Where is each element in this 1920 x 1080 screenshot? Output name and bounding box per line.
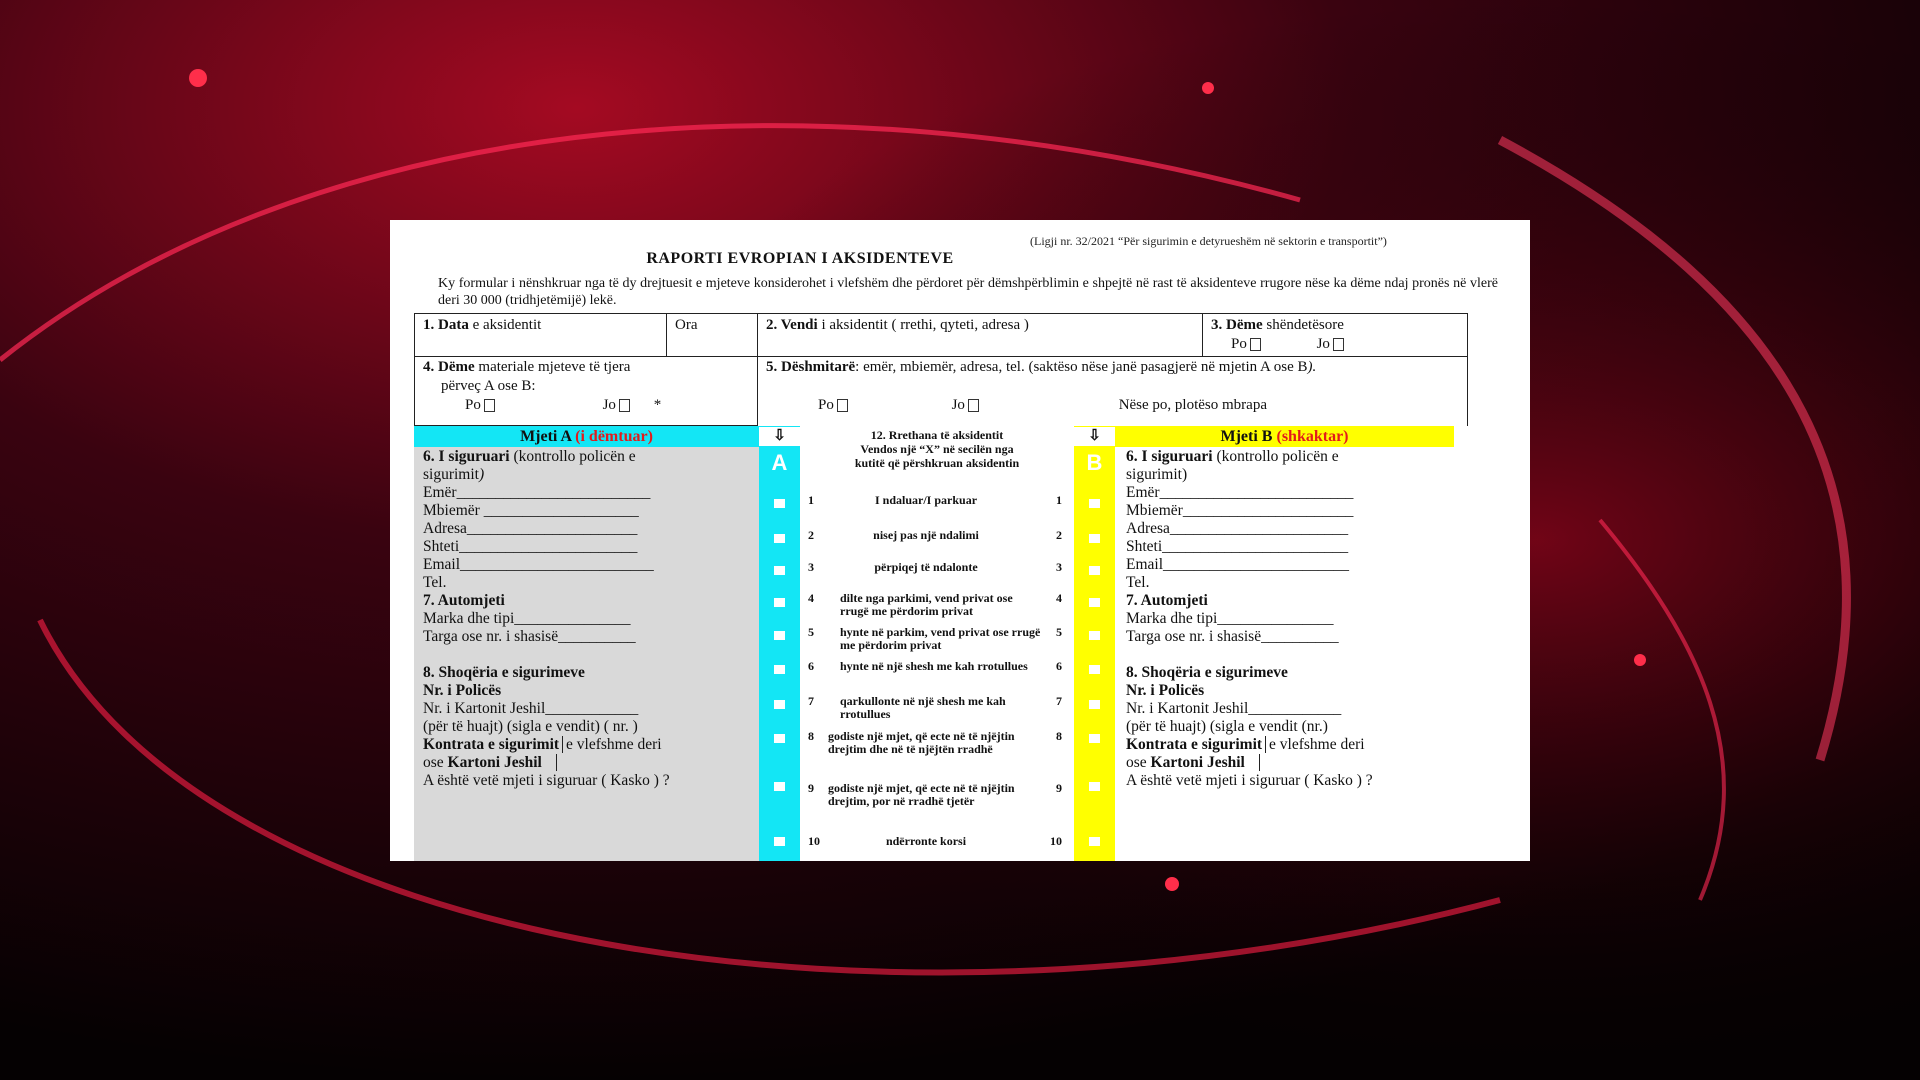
a-email-field[interactable]: Email_________________________ <box>423 556 654 573</box>
b-green-card-line: ose Kartoni Jeshil <box>1126 754 1260 772</box>
b-country-field[interactable]: Shteti________________________ <box>1126 538 1349 555</box>
b-insured-heading: 6. I siguruari (kontrollo policën e <box>1126 448 1339 465</box>
damage-yes-checkbox[interactable] <box>484 399 495 412</box>
a-make-model-field[interactable]: Marka dhe tipi_______________ <box>423 610 631 627</box>
circumstance-item: 5 5 hynte në parkim, vend privat ose rrugë me përdorim privat <box>808 625 1062 652</box>
b-insured-heading-2: sigurimit) <box>1126 466 1188 483</box>
a-checkbox-10[interactable] <box>774 837 785 846</box>
witnesses-no-checkbox[interactable] <box>968 399 979 412</box>
a-insurer-heading: 8. Shoqëria e sigurimeve <box>423 664 585 681</box>
b-policy-number-label: Nr. i Policës <box>1126 682 1205 699</box>
a-vehicle-heading: 7. Automjeti <box>423 592 505 609</box>
a-checkbox-7[interactable] <box>774 700 785 709</box>
field-location[interactable]: 2. Vendi i aksidentit ( rrethi, qyteti, adresa ) <box>757 313 1203 357</box>
circumstances-instruction-1: Vendos një “X” në secilën nga <box>860 442 1014 456</box>
b-checkbox-1[interactable] <box>1089 499 1100 508</box>
b-foreign-note: (për të huajt) (sigla e vendit (nr.) <box>1126 718 1328 735</box>
vehicle-a-letter: A <box>771 450 788 475</box>
circumstance-item: 8 8 godiste një mjet, që ecte në të njëjtin drejtim dhe në të njëjtën rradhë <box>808 729 1062 756</box>
b-email-field[interactable]: Email________________________ <box>1126 556 1350 573</box>
b-contract-line: Kontrata e sigurimit e vlefshme deri <box>1126 736 1365 753</box>
vehicle-b-letter: B <box>1086 450 1103 475</box>
b-checkbox-8[interactable] <box>1089 734 1100 743</box>
form-title: RAPORTI EVROPIAN I AKSIDENTEVE <box>646 250 954 267</box>
field-witnesses: 5. Dëshmitarë: emër, mbiemër, adresa, tel. (saktëso nëse janë pasagjerë në mjetin A ose B). Po Jo Nëse po, plotëso mbrapa <box>757 356 1468 426</box>
circumstance-item: 4 4 dilte nga parkimi, vend privat ose rrugë me përdorim privat <box>808 591 1062 618</box>
a-checkbox-9[interactable] <box>774 782 785 791</box>
b-last-name-field[interactable]: Mbiemër______________________ <box>1126 502 1354 519</box>
b-insurer-heading: 8. Shoqëria e sigurimeve <box>1126 664 1288 681</box>
form-intro: Ky formular i nënshkruar nga të dy drejtuesit e mjeteve konsiderohet i vlefshëm dhe përdoret për dëmshpërblimin e shpejtë në rast të aksidenteve rrugore nëse ka dëme ndaj pronës në vlerë deri 30 000 (tridhjetëmijë) lekë. <box>438 276 1498 308</box>
a-insured-heading: 6. I siguruari (kontrollo policën e <box>423 448 636 465</box>
a-checkbox-4[interactable] <box>774 598 785 607</box>
b-checkbox-2[interactable] <box>1089 534 1100 543</box>
circumstance-item: 1 1 I ndaluar/I parkuar <box>808 493 1062 507</box>
b-phone-field[interactable]: Tel. <box>1126 574 1150 591</box>
a-green-card-field[interactable]: Nr. i Kartonit Jeshil____________ <box>423 700 639 717</box>
b-vehicle-heading: 7. Automjeti <box>1126 592 1208 609</box>
a-kasko-question: A është vetë mjeti i siguruar ( Kasko ) ? <box>423 772 670 789</box>
a-green-card-line: ose Kartoni Jeshil <box>423 754 557 772</box>
field-injuries: 3. Dëme shëndetësore Po Jo <box>1202 313 1468 357</box>
a-checkbox-5[interactable] <box>774 631 785 640</box>
b-plate-field[interactable]: Targa ose nr. i shasisë__________ <box>1126 628 1339 645</box>
field-time[interactable]: Ora <box>666 313 758 357</box>
down-arrow-icon: ⇩ <box>759 427 800 446</box>
a-phone-field[interactable]: Tel. <box>423 574 447 591</box>
vehicle-a-header: Mjeti A (i dëmtuar) <box>414 426 759 447</box>
injuries-no-checkbox[interactable] <box>1333 338 1344 351</box>
b-checkbox-6[interactable] <box>1089 665 1100 674</box>
damage-no-checkbox[interactable] <box>619 399 630 412</box>
a-checkbox-2[interactable] <box>774 534 785 543</box>
a-checkbox-3[interactable] <box>774 566 785 575</box>
vehicle-b-header: Mjeti B (shkaktar) <box>1115 426 1454 447</box>
law-reference: (Ligji nr. 32/2021 “Për sigurimin e detyrueshëm në sektorin e transportit”) <box>1030 234 1387 248</box>
b-checkbox-5[interactable] <box>1089 631 1100 640</box>
a-foreign-note: (për të huajt) (sigla e vendit) ( nr. ) <box>423 718 638 735</box>
accident-report-form <box>390 220 1530 861</box>
circumstances-column <box>800 426 1074 861</box>
b-address-field[interactable]: Adresa_______________________ <box>1126 520 1349 537</box>
a-policy-number-label: Nr. i Policës <box>423 682 502 699</box>
a-checkbox-1[interactable] <box>774 499 785 508</box>
circumstances-title: 12. Rrethana të aksidentit <box>870 428 1004 442</box>
a-address-field[interactable]: Adresa______________________ <box>423 520 638 537</box>
vehicle-a-strip <box>759 426 800 861</box>
circumstance-item: 3 3 përpiqej të ndalonte <box>808 560 1062 574</box>
a-insured-heading-2: sigurimit) <box>423 466 485 483</box>
a-checkbox-6[interactable] <box>774 665 785 674</box>
b-checkbox-7[interactable] <box>1089 700 1100 709</box>
circumstance-item: 2 2 nisej pas një ndalimi <box>808 528 1062 542</box>
a-first-name-field[interactable]: Emër_________________________ <box>423 484 651 501</box>
witnesses-yes-checkbox[interactable] <box>837 399 848 412</box>
b-checkbox-9[interactable] <box>1089 782 1100 791</box>
field-material-damage: 4. Dëme materiale mjeteve të tjera përveç A ose B: Po Jo * <box>414 356 758 426</box>
circumstance-item: 10 10 ndërronte korsi <box>808 834 1062 848</box>
vehicle-b-strip <box>1074 426 1115 861</box>
circumstance-item: 6 6 hynte në një shesh me kah rrotullues <box>808 659 1062 673</box>
b-kasko-question: A është vetë mjeti i siguruar ( Kasko ) ? <box>1126 772 1373 789</box>
a-plate-field[interactable]: Targa ose nr. i shasisë__________ <box>423 628 636 645</box>
circumstance-item: 7 7 qarkullonte në një shesh me kah rrotullues <box>808 694 1062 721</box>
a-country-field[interactable]: Shteti_______________________ <box>423 538 638 555</box>
circumstances-instruction-2: kutitë që përshkruan aksidentin <box>854 456 1020 470</box>
field-date[interactable]: 1. Data e aksidentit <box>414 313 667 357</box>
a-last-name-field[interactable]: Mbiemër ____________________ <box>423 502 639 519</box>
b-checkbox-3[interactable] <box>1089 566 1100 575</box>
b-checkbox-10[interactable] <box>1089 837 1100 846</box>
b-green-card-field[interactable]: Nr. i Kartonit Jeshil____________ <box>1126 700 1342 717</box>
down-arrow-icon: ⇩ <box>1074 427 1115 446</box>
b-make-model-field[interactable]: Marka dhe tipi_______________ <box>1126 610 1334 627</box>
b-checkbox-4[interactable] <box>1089 598 1100 607</box>
circumstance-item: 9 9 godiste një mjet, që ecte në të njëjtin drejtim, por në rradhë tjetër <box>808 781 1062 808</box>
a-checkbox-8[interactable] <box>774 734 785 743</box>
b-first-name-field[interactable]: Emër_________________________ <box>1126 484 1354 501</box>
injuries-yes-checkbox[interactable] <box>1250 338 1261 351</box>
a-contract-line: Kontrata e sigurimit e vlefshme deri <box>423 736 662 753</box>
